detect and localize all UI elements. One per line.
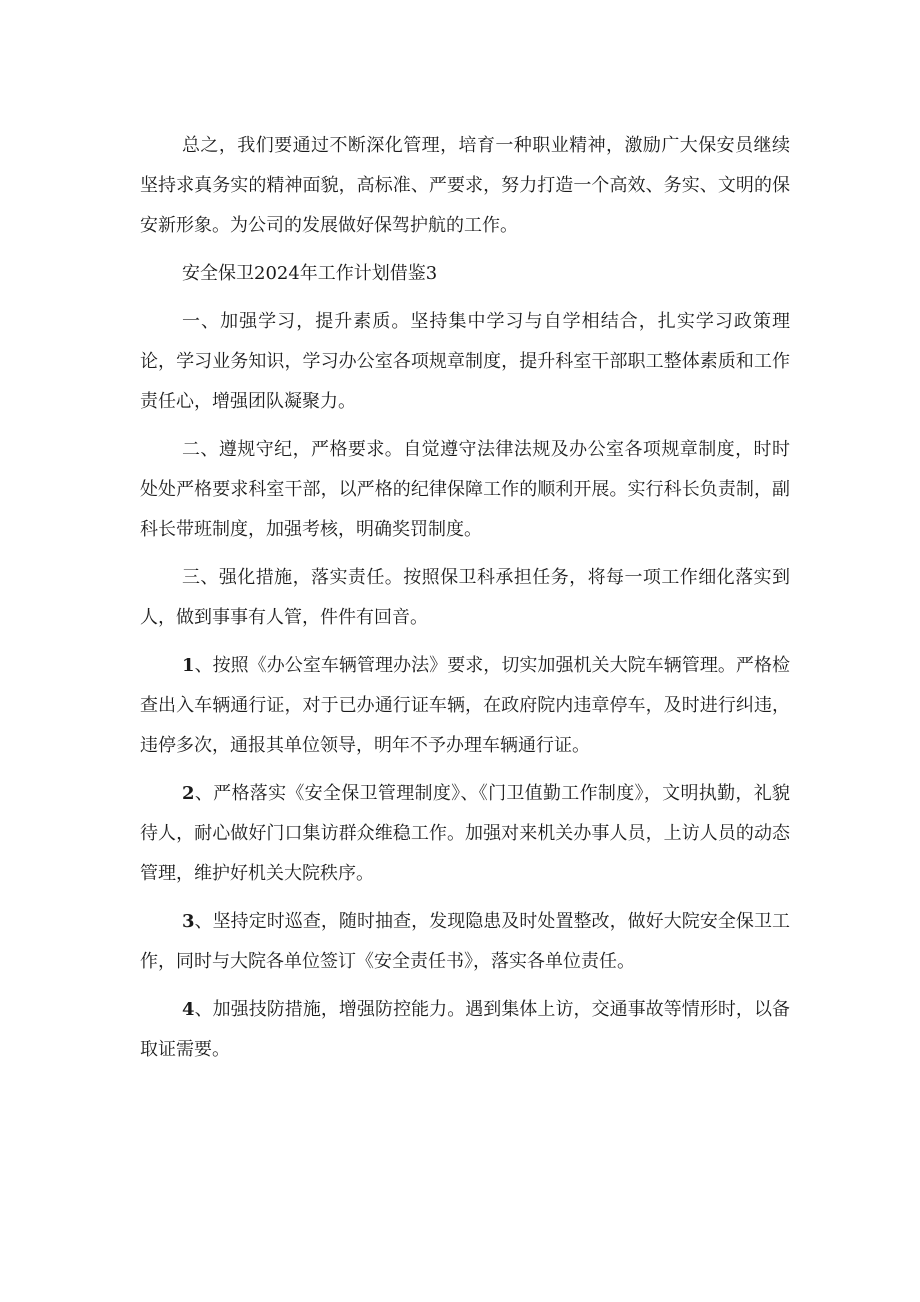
numbered-item-3: 3、坚持定时巡查，随时抽查，发现隐患及时处置整改，做好大院安全保卫工作，同时与大院各单位签订《安全责任书》，落实各单位责任。 <box>140 911 790 972</box>
numbered-item-1: 1、按照《办公室车辆管理办法》要求，切实加强机关大院车辆管理。严格检查出入车辆通行证，对于已办通行证车辆，在政府院内违章停车，及时进行纠违，违停多次，通报其单位领导，明年不予办理车辆通行证。 <box>140 655 790 756</box>
document-body <box>140 126 790 1070</box>
numbered-item-4: 4、加强技防措施，增强防控能力。遇到集体上访，交通事故等情形时，以备取证需要。 <box>140 999 790 1060</box>
item-number: 3 <box>182 911 195 932</box>
paragraph-summary: 总之，我们要通过不断深化管理，培育一种职业精神，激励广大保安员继续坚持求真务实的精神面貌，高标准、严要求，努力打造一个高效、务实、文明的保安新形象。为公司的发展做好保驾护航的工作。 <box>140 135 790 236</box>
section-heading: 安全保卫2024年工作计划借鉴3 <box>182 263 438 284</box>
paragraph-item-one: 一、加强学习，提升素质。坚持集中学习与自学相结合，扎实学习政策理论，学习业务知识，学习办公室各项规章制度，提升科室干部职工整体素质和工作责任心，增强团队凝聚力。 <box>140 311 790 412</box>
numbered-item-2: 2、严格落实《安全保卫管理制度》、《门卫值勤工作制度》，文明执勤，礼貌待人，耐心做好门口集访群众维稳工作。加强对来机关办事人员，上访人员的动态管理，维护好机关大院秩序。 <box>140 783 790 884</box>
paragraph-item-two: 二、遵规守纪，严格要求。自觉遵守法律法规及办公室各项规章制度，时时处处严格要求科室干部，以严格的纪律保障工作的顺利开展。实行科长负责制，副科长带班制度，加强考核，明确奖罚制度。 <box>140 439 790 540</box>
item-number: 2 <box>182 783 195 804</box>
paragraph-item-three: 三、强化措施，落实责任。按照保卫科承担任务，将每一项工作细化落实到人，做到事事有人管，件件有回音。 <box>140 567 790 628</box>
item-number: 1 <box>182 655 195 676</box>
item-number: 4 <box>182 999 195 1020</box>
